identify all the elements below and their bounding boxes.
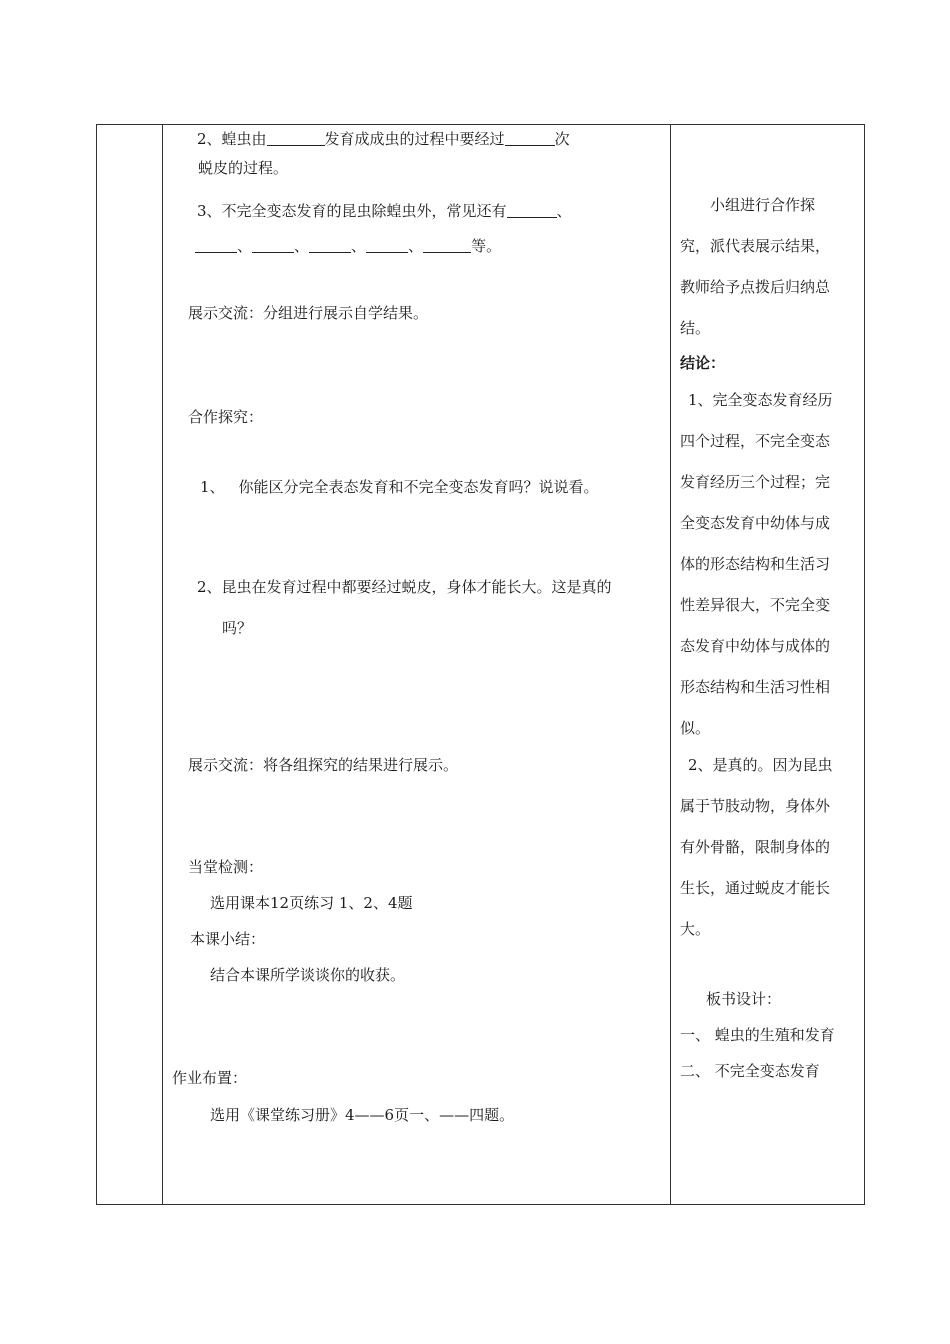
lesson-summary-title: 本课小结： — [190, 930, 266, 948]
board-design-item-2: 二、 不完全变态发育 — [680, 1062, 820, 1080]
conclusion-line: 属于节肢动物，身体外 — [680, 797, 831, 815]
answer-blank — [423, 238, 471, 253]
conclusion-line: 态发育中幼体与成体的 — [680, 637, 831, 655]
answer-blank — [505, 131, 555, 146]
inquiry-question-2-line-2: 吗？ — [222, 619, 253, 637]
question-2-line-1: 2、蝗虫由 发育成成虫的过程中要经过 次 — [197, 130, 570, 148]
homework-content: 选用《课堂练习册》4——6页一、——四题。 — [210, 1106, 515, 1124]
class-test-title: 当堂检测： — [188, 858, 264, 876]
conclusion-line: 2、是真的。因为昆虫 — [688, 756, 833, 774]
cooperative-inquiry-title: 合作探究： — [188, 408, 264, 426]
board-design-item-1: 一、 蝗虫的生殖和发育 — [680, 1026, 835, 1044]
answer-blank — [507, 203, 557, 218]
conclusion-line: 形态结构和生活习性相 — [680, 678, 831, 696]
answer-blank — [195, 238, 237, 253]
conclusion-line: 生长，通过蜕皮才能长 — [680, 879, 831, 897]
question-3-line-1: 3、不完全变态发育的昆虫除蝗虫外，常见还有 、 — [197, 202, 572, 220]
conclusion-line: 发育经历三个过程；完 — [680, 473, 831, 491]
board-design-title: 板书设计： — [706, 990, 782, 1008]
right-intro-line-2: 究，派代表展示结果， — [680, 237, 831, 255]
right-intro-line-4: 结。 — [680, 319, 711, 337]
conclusion-line: 大。 — [680, 920, 711, 938]
answer-blank — [267, 131, 325, 146]
answer-blank — [309, 238, 351, 253]
question-3-line-2: 、 、 、 、 等。 — [195, 238, 501, 254]
answer-blank — [252, 238, 294, 253]
column-divider-right — [670, 125, 671, 1204]
conclusion-line: 全变态发育中幼体与成 — [680, 514, 831, 532]
show-exchange-2: 展示交流：将各组探究的结果进行展示。 — [188, 756, 459, 774]
right-intro-line-3: 教师给予点拨后归纳总 — [680, 278, 831, 296]
conclusion-line: 有外骨骼，限制身体的 — [680, 838, 831, 856]
column-divider-left — [162, 125, 163, 1204]
inquiry-question-2-line-1: 2、昆虫在发育过程中都要经过蜕皮，身体才能长大。这是真的 — [197, 578, 612, 596]
conclusion-line: 四个过程，不完全变态 — [680, 432, 831, 450]
conclusion-line: 似。 — [680, 719, 711, 737]
conclusion-line: 1、完全变态发育经历 — [688, 391, 833, 409]
show-exchange-1: 展示交流：分组进行展示自学结果。 — [188, 304, 429, 322]
conclusion-line: 体的形态结构和生活习 — [680, 555, 831, 573]
conclusion-title: 结论： — [680, 354, 726, 372]
question-2-line-2: 蜕皮的过程。 — [198, 159, 289, 177]
conclusion-line: 性差异很大，不完全变 — [680, 596, 831, 614]
homework-title: 作业布置： — [172, 1069, 248, 1087]
answer-blank — [366, 238, 408, 253]
class-test-content: 选用课本12页练习 1、2、4题 — [210, 894, 413, 912]
lesson-summary-content: 结合本课所学谈谈你的收获。 — [210, 966, 406, 984]
right-intro-line-1: 小组进行合作探 — [710, 196, 816, 214]
inquiry-question-1: 1、 你能区分完全表态发育和不完全变态发育吗？说说看。 — [200, 478, 599, 496]
